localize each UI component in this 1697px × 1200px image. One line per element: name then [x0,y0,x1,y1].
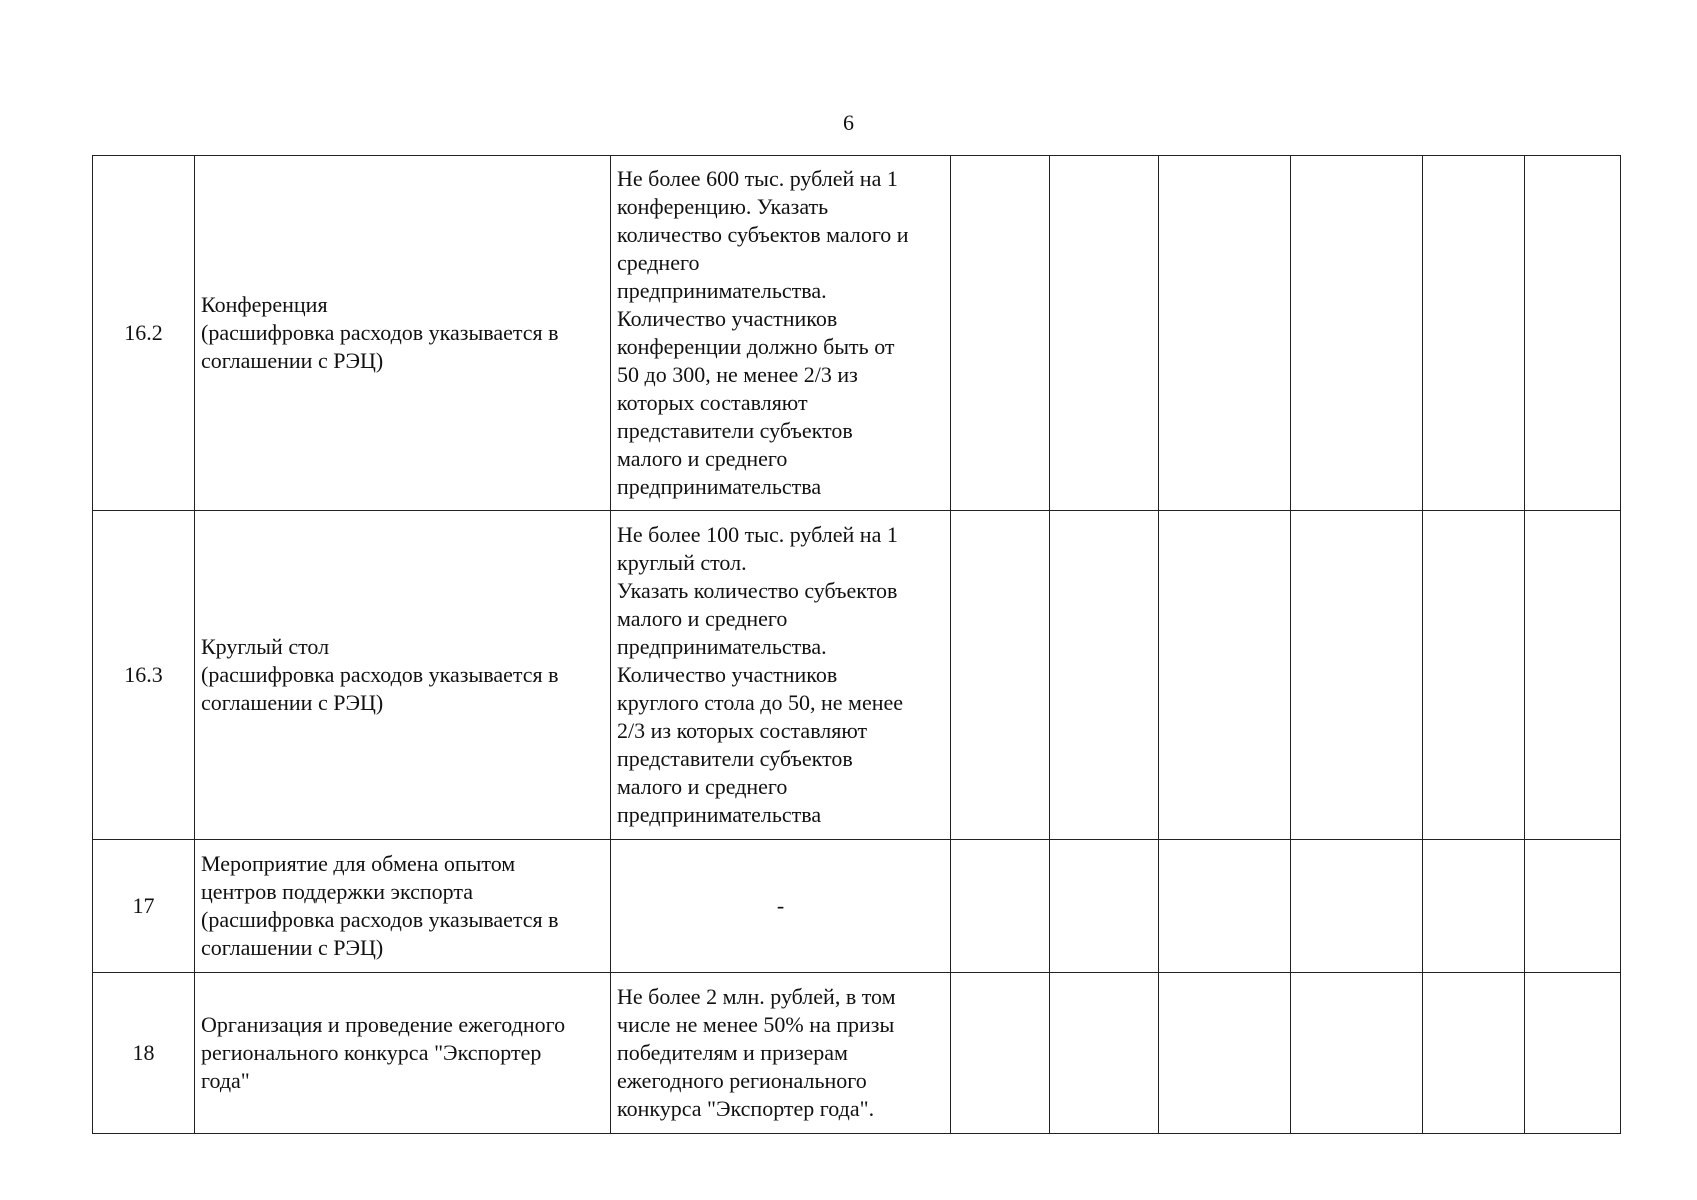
row-name-line: (расшифровка расходов указывается в [201,320,559,345]
row-note-cell [611,840,951,973]
row-name-line: Организация и проведение ежегодного [201,1012,566,1037]
row-number-cell [93,840,195,973]
row-name-line: года" [201,1068,250,1093]
row-name-line: соглашении с РЭЦ) [201,348,384,373]
row-note-line: конференции должно быть от [617,334,895,359]
row-name-line: (расшифровка расходов указывается в [201,662,559,687]
row-note-line: круглый стол. [617,550,747,575]
row-number: 16.3 [124,662,163,687]
empty-cell [1423,973,1525,1134]
row-name-line: Круглый стол [201,634,330,659]
row-number: 18 [132,1040,155,1065]
row-note-line: круглого стола до 50, не менее [617,690,904,715]
empty-cell [1423,840,1525,973]
empty-cell [1423,511,1525,840]
row-note-line: предпринимательства. [617,278,827,303]
row-note-line: 2/3 из которых составляют [617,718,868,743]
row-name-line: центров поддержки экспорта [201,879,474,904]
empty-cell [1291,973,1423,1134]
empty-cell [1525,511,1621,840]
expenses-table [92,155,1621,1134]
row-number-cell [93,973,195,1134]
empty-cell [1291,840,1423,973]
empty-cell [1291,156,1423,511]
row-number: 17 [132,893,155,918]
row-note-cell [611,511,951,840]
row-note-cell [611,156,951,511]
empty-cell [951,511,1050,840]
row-name-line: соглашении с РЭЦ) [201,935,384,960]
empty-cell [1050,156,1159,511]
row-note-line: Не более 2 млн. рублей, в том [617,984,896,1009]
row-note-line: победителям и призерам [617,1040,848,1065]
row-note-line: предпринимательства. [617,634,827,659]
row-note-line: Указать количество субъектов [617,578,898,603]
row-note-line: - [776,893,785,918]
row-name-cell [195,840,611,973]
empty-cell [951,973,1050,1134]
row-note-line: Количество участников [617,306,838,331]
empty-cell [1525,156,1621,511]
row-note-line: малого и среднего [617,774,788,799]
row-note-line: представители субъектов [617,746,853,771]
row-name-line: Конференция [201,292,328,317]
page-number: 6 [843,110,854,135]
row-note-line: 50 до 300, не менее 2/3 из [617,362,858,387]
row-note-line: числе не менее 50% на призы [617,1012,895,1037]
row-note-line: представители субъектов [617,418,853,443]
row-note-line: среднего [617,250,700,275]
row-name-line: регионального конкурса "Экспортер [201,1040,542,1065]
empty-cell [1159,840,1291,973]
table-row [93,511,1621,840]
row-note-line: малого и среднего [617,446,788,471]
row-number-cell [93,156,195,511]
empty-cell [1423,156,1525,511]
row-number-cell [93,511,195,840]
row-note-line: предпринимательства [617,802,822,827]
row-name-line: (расшифровка расходов указывается в [201,907,559,932]
empty-cell [1525,973,1621,1134]
row-note-line: малого и среднего [617,606,788,631]
row-note-line: Не более 100 тыс. рублей на 1 [617,522,898,547]
empty-cell [1159,156,1291,511]
empty-cell [951,156,1050,511]
empty-cell [1050,511,1159,840]
row-note-line: предпринимательства [617,474,822,499]
row-name-cell [195,156,611,511]
table-row [93,156,1621,511]
row-name-line: соглашении с РЭЦ) [201,690,384,715]
table-row [93,973,1621,1134]
row-note-line: ежегодного регионального [617,1068,867,1093]
empty-cell [1525,840,1621,973]
empty-cell [1159,511,1291,840]
row-note-line: количество субъектов малого и [617,222,909,247]
table-row [93,840,1621,973]
empty-cell [951,840,1050,973]
row-number: 16.2 [124,320,163,345]
row-note-line: Количество участников [617,662,838,687]
empty-cell [1050,840,1159,973]
row-name-cell [195,511,611,840]
empty-cell [1291,511,1423,840]
row-name-line: Мероприятие для обмена опытом [201,851,516,876]
empty-cell [1050,973,1159,1134]
row-note-line: которых составляют [617,390,808,415]
row-note-line: Не более 600 тыс. рублей на 1 [617,166,898,191]
empty-cell [1159,973,1291,1134]
row-name-cell [195,973,611,1134]
row-note-cell [611,973,951,1134]
row-note-line: конкурса "Экспортер года". [617,1096,875,1121]
row-note-line: конференцию. Указать [617,194,829,219]
